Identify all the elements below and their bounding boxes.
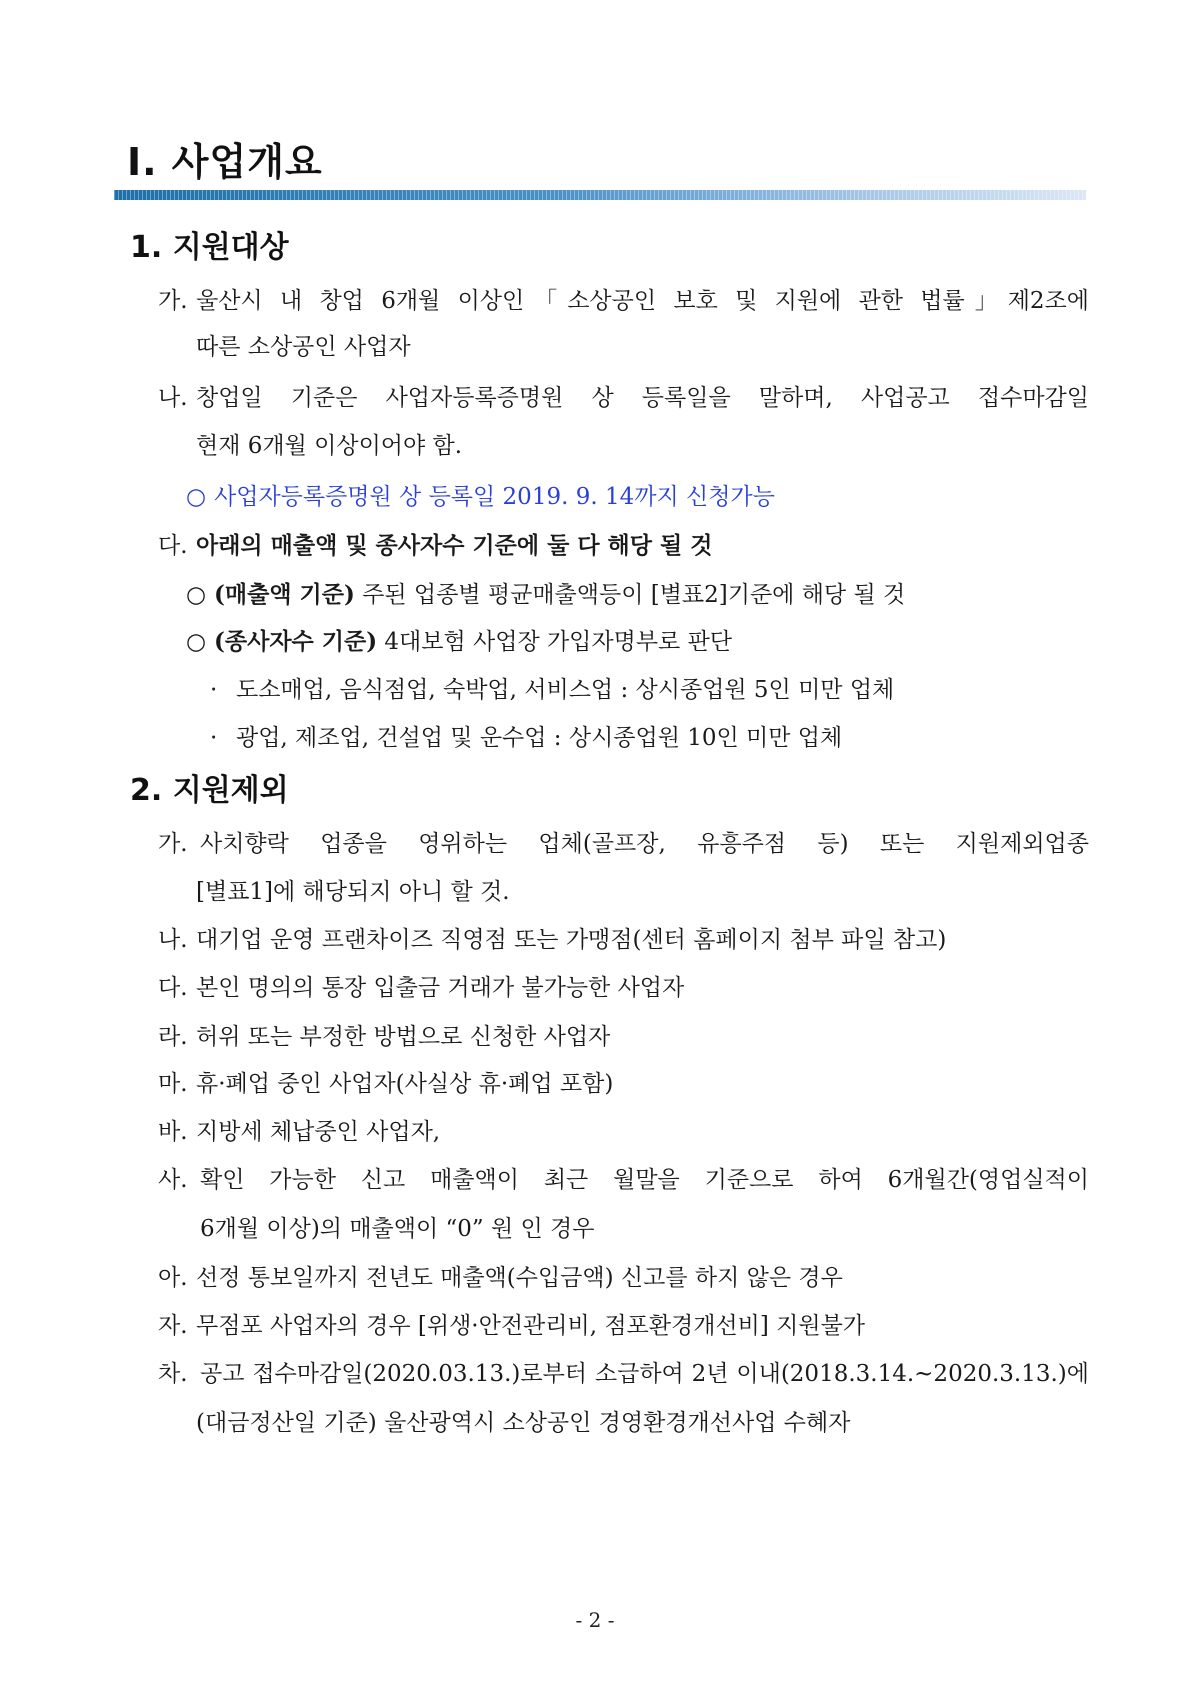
list-item-continuation (0, 870, 1190, 914)
list-item (0, 524, 1190, 568)
item-text: 따른 소상공인 사업자 (196, 334, 411, 360)
list-item (0, 1110, 1190, 1154)
title-underline-texture (114, 190, 1086, 200)
list-item (0, 966, 1190, 1010)
item-text: 무점포 사업자의 경우 [위생·안전관리비, 점포환경개선비] 지원불가 (196, 1313, 866, 1339)
item-text: (대금정산일 기준) 울산광역시 소상공인 경영환경개선사업 수혜자 (196, 1410, 851, 1436)
item-marker: 다. (158, 533, 188, 559)
list-item (0, 1256, 1190, 1300)
item-text: 선정 통보일까지 전년도 매출액(수입금액) 신고를 하지 않은 경우 (196, 1265, 843, 1291)
list-item (0, 1062, 1190, 1106)
sub-item-text (214, 573, 905, 617)
item-marker: 자. (158, 1313, 188, 1339)
list-item-continuation (0, 325, 1190, 369)
item-marker: 나. (158, 927, 188, 953)
item-marker: 바. (158, 1119, 188, 1145)
note-item (0, 475, 1190, 519)
bullet-item (0, 668, 1190, 712)
item-text: 확인 가능한 신고 매출액이 최근 월말을 기준으로 하여 6개월간(영업실적이 (200, 1167, 1089, 1193)
sub-item-marker: ○ (186, 629, 207, 655)
item-text: 대기업 운영 프랜차이즈 직영점 또는 가맹점(센터 홈페이지 첨부 파일 참고) (196, 927, 947, 953)
item-marker: 가. (158, 831, 188, 857)
item-marker: 다. (158, 975, 188, 1001)
item-marker: 나. (158, 385, 188, 411)
list-item (0, 918, 1190, 962)
list-item-continuation (0, 1207, 1190, 1251)
sub-item (0, 573, 1190, 617)
sub-item (0, 620, 1190, 664)
bullet-item (0, 716, 1190, 760)
page-number: - 2 - (575, 1608, 615, 1632)
item-marker: 마. (158, 1071, 188, 1097)
item-text: 창업일 기준은 사업자등록증명원 상 등록일을 말하며, 사업공고 접수마감일 (196, 385, 1089, 411)
item-text: 현재 6개월 이상이어야 함. (196, 433, 463, 459)
bullet-marker: · (210, 677, 218, 703)
item-text: 공고 접수마감일(2020.03.13.)로부터 소급하여 2년 이내(2018.3.14.~2020.3.13.)에 (200, 1361, 1089, 1387)
item-marker: 아. (158, 1265, 188, 1291)
item-marker: 라. (158, 1024, 188, 1050)
bullet-text: 광업, 제조업, 건설업 및 운수업 : 상시종업원 10인 미만 업체 (236, 725, 843, 751)
list-item-continuation (0, 424, 1190, 468)
item-marker: 사. (158, 1167, 188, 1193)
item-text: 본인 명의의 통장 입출금 거래가 불가능한 사업자 (196, 975, 685, 1001)
item-text: 휴·폐업 중인 사업자(사실상 휴·폐업 포함) (196, 1071, 614, 1097)
criterion-label: (종사자수 기준) (214, 628, 378, 655)
note-marker: ○ (186, 484, 207, 510)
list-item (0, 1015, 1190, 1059)
item-text: [별표1]에 해당되지 아니 할 것. (196, 879, 510, 905)
item-text: 지방세 체납중인 사업자, (196, 1119, 441, 1145)
bullet-marker: · (210, 725, 218, 751)
page-title: Ⅰ. 사업개요 (127, 140, 323, 184)
item-text: 울산시 내 창업 6개월 이상인「소상공인 보호 및 지원에 관한 법률」제2조에 (196, 288, 1089, 314)
item-marker: 차. (158, 1361, 188, 1387)
list-item (0, 1304, 1190, 1348)
criterion-text: 주된 업종별 평균매출액등이 [별표2]기준에 해당 될 것 (354, 582, 906, 608)
bullet-text: 도소매업, 음식점업, 숙박업, 서비스업 : 상시종업원 5인 미만 업체 (236, 677, 895, 703)
criterion-text: 4대보험 사업장 가입자명부로 판단 (377, 629, 733, 655)
criterion-label: (매출액 기준) (214, 581, 355, 608)
list-item (0, 822, 1190, 866)
note-text: 사업자등록증명원 상 등록일 2019. 9. 14까지 신청가능 (214, 484, 775, 510)
item-text: 사치향락 업종을 영위하는 업체(골프장, 유흥주점 등) 또는 지원제외업종 (200, 831, 1089, 857)
list-item (0, 1352, 1190, 1396)
list-item (0, 279, 1190, 323)
sub-item-marker: ○ (186, 582, 207, 608)
section-2-title: 2. 지원제외 (130, 773, 289, 808)
item-marker: 가. (158, 288, 188, 314)
list-item (0, 376, 1190, 420)
item-text: 6개월 이상)의 매출액이 “0” 원 인 경우 (200, 1216, 595, 1242)
item-text: 아래의 매출액 및 종사자수 기준에 둘 다 해당 될 것 (196, 532, 713, 559)
item-text: 허위 또는 부정한 방법으로 신청한 사업자 (196, 1024, 611, 1050)
section-1-title: 1. 지원대상 (130, 230, 289, 265)
sub-item-text (214, 620, 732, 664)
list-item-continuation (0, 1401, 1190, 1445)
list-item (0, 1158, 1190, 1202)
